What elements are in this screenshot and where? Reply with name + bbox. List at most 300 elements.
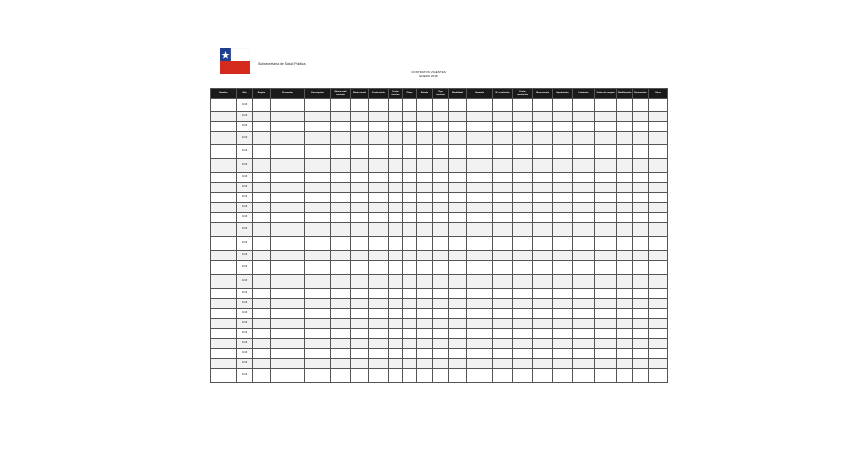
table-cell [351,173,369,183]
table-cell [433,329,449,339]
table-cell [533,309,553,319]
table-cell [467,299,493,309]
table-cell [595,359,617,369]
table-cell [533,122,553,132]
table-cell [433,339,449,349]
table-cell [331,349,351,359]
table-row [211,329,668,339]
table-cell [331,193,351,203]
table-cell [433,223,449,237]
table-cell [253,369,271,383]
table-cell [403,319,417,329]
table-cell [493,289,513,299]
table-cell [253,261,271,275]
table-cell [449,122,467,132]
table-cell [617,122,633,132]
table-cell [493,112,513,122]
table-cell [433,173,449,183]
table-cell: 2018 [237,122,253,132]
table-cell [513,159,533,173]
table-cell [649,193,668,203]
table-cell [513,237,533,251]
table-cell [649,275,668,289]
table-cell [253,275,271,289]
table-cell: 2018 [237,319,253,329]
table-cell [449,275,467,289]
table-cell [649,329,668,339]
table-cell [211,145,237,159]
table-cell [351,99,369,112]
table-cell [417,203,433,213]
contracts-table [210,88,668,383]
table-cell [351,132,369,145]
table-cell [417,159,433,173]
table-cell [403,251,417,261]
table-cell [417,173,433,183]
table-cell [403,173,417,183]
table-cell [493,99,513,112]
table-cell [389,99,403,112]
table-cell [649,359,668,369]
table-cell [331,309,351,319]
table-cell [553,213,573,223]
table-cell [513,329,533,339]
table-cell [553,145,573,159]
table-cell [513,99,533,112]
table-cell [573,339,595,349]
table-cell [389,237,403,251]
table-cell [211,339,237,349]
table-cell [617,369,633,383]
table-cell [513,132,533,145]
table-cell [351,319,369,329]
table-cell [389,203,403,213]
table-cell [253,145,271,159]
table-cell [573,329,595,339]
table-cell [369,261,389,275]
table-header-row [211,89,668,99]
table-cell [369,251,389,261]
table-cell [553,122,573,132]
table-cell [331,132,351,145]
table-cell [617,183,633,193]
table-cell [389,359,403,369]
table-cell [493,319,513,329]
table-cell [533,145,553,159]
table-cell [305,359,331,369]
table-cell [449,159,467,173]
table-cell [573,145,595,159]
table-cell [369,203,389,213]
table-cell [369,132,389,145]
table-cell [617,359,633,369]
table-cell [595,173,617,183]
table-row [211,319,668,329]
table-cell [449,299,467,309]
table-cell [403,359,417,369]
table-cell [553,289,573,299]
column-header: Nombre [211,89,237,99]
table-cell [305,145,331,159]
table-cell [595,237,617,251]
table-cell [617,261,633,275]
table-cell [493,193,513,203]
table-cell [449,203,467,213]
table-cell [573,261,595,275]
table-cell [271,223,305,237]
table-cell [271,193,305,203]
table-cell [633,289,649,299]
table-cell [633,145,649,159]
table-cell [389,193,403,203]
report-header [210,70,647,78]
table-cell [617,99,633,112]
table-cell [553,369,573,383]
column-header: Plazo [403,89,417,99]
column-header: Fecha término [389,89,403,99]
table-cell [449,237,467,251]
table-cell [493,145,513,159]
table-cell [331,261,351,275]
column-header: Garantía [467,89,493,99]
table-cell [493,223,513,237]
table-cell [271,275,305,289]
table-cell [271,339,305,349]
table-cell [253,173,271,183]
table-cell [493,183,513,193]
table-cell [493,329,513,339]
column-header: Fecha inicio [369,89,389,99]
table-cell [649,173,668,183]
table-cell [617,309,633,319]
table-cell [305,251,331,261]
column-header: Estado [417,89,433,99]
table-cell [369,173,389,183]
table-cell [433,99,449,112]
table-cell: 2018 [237,173,253,183]
table-cell [331,159,351,173]
table-cell [305,203,331,213]
table-cell [403,289,417,299]
table-cell [649,159,668,173]
table-cell [369,145,389,159]
table-cell [573,299,595,309]
table-cell [533,369,553,383]
table-cell [633,359,649,369]
table-row [211,359,668,369]
table-cell [403,309,417,319]
table-cell [211,173,237,183]
column-header: Observación [533,89,553,99]
table-cell [403,369,417,383]
table-cell [389,122,403,132]
table-cell [513,112,533,122]
table-cell [331,112,351,122]
table-cell [331,237,351,251]
table-cell [253,309,271,319]
table-cell [513,275,533,289]
table-cell [403,261,417,275]
table-cell [389,132,403,145]
table-cell [633,251,649,261]
table-cell [649,112,668,122]
column-header: Modificación [617,89,633,99]
table-row [211,213,668,223]
table-cell [351,112,369,122]
table-cell [449,319,467,329]
table-cell [467,99,493,112]
table-cell [351,339,369,349]
table-cell [553,329,573,339]
table-cell [553,183,573,193]
table-cell [433,145,449,159]
table-cell [649,223,668,237]
table-cell [595,213,617,223]
table-cell [467,251,493,261]
table-cell [449,173,467,183]
table-cell [305,339,331,349]
table-cell [433,213,449,223]
table-cell [433,159,449,173]
table-cell: 2018 [237,275,253,289]
table-cell: 2018 [237,369,253,383]
table-cell [433,237,449,251]
table-cell [553,359,573,369]
table-cell [305,319,331,329]
table-cell [369,213,389,223]
column-header: Año [237,89,253,99]
table-cell [331,145,351,159]
table-cell [271,261,305,275]
table-cell [403,159,417,173]
table-cell [493,159,513,173]
table-cell [369,309,389,319]
table-cell [449,213,467,223]
table-cell [351,359,369,369]
table-cell [331,223,351,237]
table-cell [417,319,433,329]
table-cell [253,349,271,359]
table-cell [633,99,649,112]
table-cell [417,183,433,193]
table-cell: 2018 [237,329,253,339]
table-cell [449,183,467,193]
report-title: CONTRATOS VIGENTES [411,70,446,74]
table-cell [351,145,369,159]
table-cell [595,159,617,173]
table-cell [331,122,351,132]
table-cell [253,99,271,112]
table-cell [553,275,573,289]
table-cell [573,183,595,193]
table-cell [573,289,595,299]
table-cell [211,359,237,369]
table-cell [433,112,449,122]
table-cell [617,319,633,329]
table-cell [389,275,403,289]
table-cell [553,223,573,237]
table-cell [369,193,389,203]
table-cell [389,339,403,349]
report-subtitle: ENERO 2018 [419,74,438,78]
table-cell [403,145,417,159]
table-cell [533,261,553,275]
table-cell [617,329,633,339]
table-cell [617,159,633,173]
table-row [211,251,668,261]
table-cell [417,261,433,275]
table-cell [467,203,493,213]
table-cell: 2018 [237,99,253,112]
table-cell [513,183,533,193]
table-cell [449,359,467,369]
table-cell [351,251,369,261]
table-cell [433,251,449,261]
organization-line: Subsecretaría de Salud Pública [258,62,306,66]
table-cell [331,99,351,112]
table-cell [533,183,553,193]
table-cell: 2018 [237,159,253,173]
table-cell [649,299,668,309]
table-cell [449,261,467,275]
table-cell: 2018 [237,193,253,203]
table-cell [533,99,553,112]
table-cell [573,223,595,237]
table-cell [389,309,403,319]
table-cell [467,369,493,383]
table-cell [467,145,493,159]
table-cell [573,99,595,112]
table-cell [467,173,493,183]
table-cell [211,349,237,359]
table-cell [573,349,595,359]
table-cell [271,349,305,359]
table-cell: 2018 [237,183,253,193]
table-cell [467,289,493,299]
table-cell [649,339,668,349]
table-cell [595,132,617,145]
table-cell [389,159,403,173]
table-cell [331,289,351,299]
table-cell [595,145,617,159]
table-cell [649,369,668,383]
table-cell [553,309,573,319]
table-cell [617,193,633,203]
table-cell [271,299,305,309]
table-cell [595,275,617,289]
column-header: Renovación [633,89,649,99]
table-cell [369,275,389,289]
table-cell [633,369,649,383]
table-cell [351,183,369,193]
table-cell [389,349,403,359]
table-cell [369,319,389,329]
table-cell [467,275,493,289]
table-cell [389,183,403,193]
table-cell [617,251,633,261]
table-cell [331,369,351,383]
table-cell [305,99,331,112]
table-cell [389,173,403,183]
table-cell [513,309,533,319]
table-cell [553,173,573,183]
table-cell [305,173,331,183]
table-cell [403,99,417,112]
table-cell [253,112,271,122]
table-cell [533,173,553,183]
table-row [211,193,668,203]
table-cell [533,359,553,369]
table-cell [403,275,417,289]
table-cell [271,173,305,183]
table-cell [389,289,403,299]
table-cell [331,299,351,309]
table-cell [389,319,403,329]
table-cell [595,339,617,349]
table-cell [513,173,533,183]
table-cell [573,237,595,251]
table-cell [595,369,617,383]
table-cell [253,359,271,369]
table-cell [351,122,369,132]
table-cell [595,193,617,203]
table-cell [271,159,305,173]
table-cell [403,329,417,339]
table-cell [617,339,633,349]
table-cell [369,99,389,112]
table-cell [351,203,369,213]
table-row [211,223,668,237]
table-cell [253,122,271,132]
table-cell [351,223,369,237]
table-row [211,309,668,319]
table-cell [305,183,331,193]
table-cell [417,132,433,145]
table-cell [253,289,271,299]
table-cell [211,329,237,339]
table-cell [467,193,493,203]
table-cell [331,183,351,193]
table-cell [467,159,493,173]
column-header: Descripción [305,89,331,99]
table-cell [633,112,649,122]
table-cell [533,213,553,223]
table-cell [649,251,668,261]
table-cell [553,339,573,349]
table-cell [305,237,331,251]
table-cell [417,223,433,237]
table-row [211,203,668,213]
table-cell [351,289,369,299]
table-cell [513,369,533,383]
table-cell [211,112,237,122]
table-cell [211,261,237,275]
table-cell: 2018 [237,251,253,261]
table-cell [553,349,573,359]
table-cell [633,349,649,359]
table-cell [493,309,513,319]
table-cell [403,213,417,223]
table-cell [253,339,271,349]
table-cell [253,132,271,145]
table-cell [403,112,417,122]
table-cell [271,237,305,251]
table-cell [253,299,271,309]
table-cell [271,329,305,339]
table-cell [331,319,351,329]
table-cell: 2018 [237,145,253,159]
table-cell [533,251,553,261]
